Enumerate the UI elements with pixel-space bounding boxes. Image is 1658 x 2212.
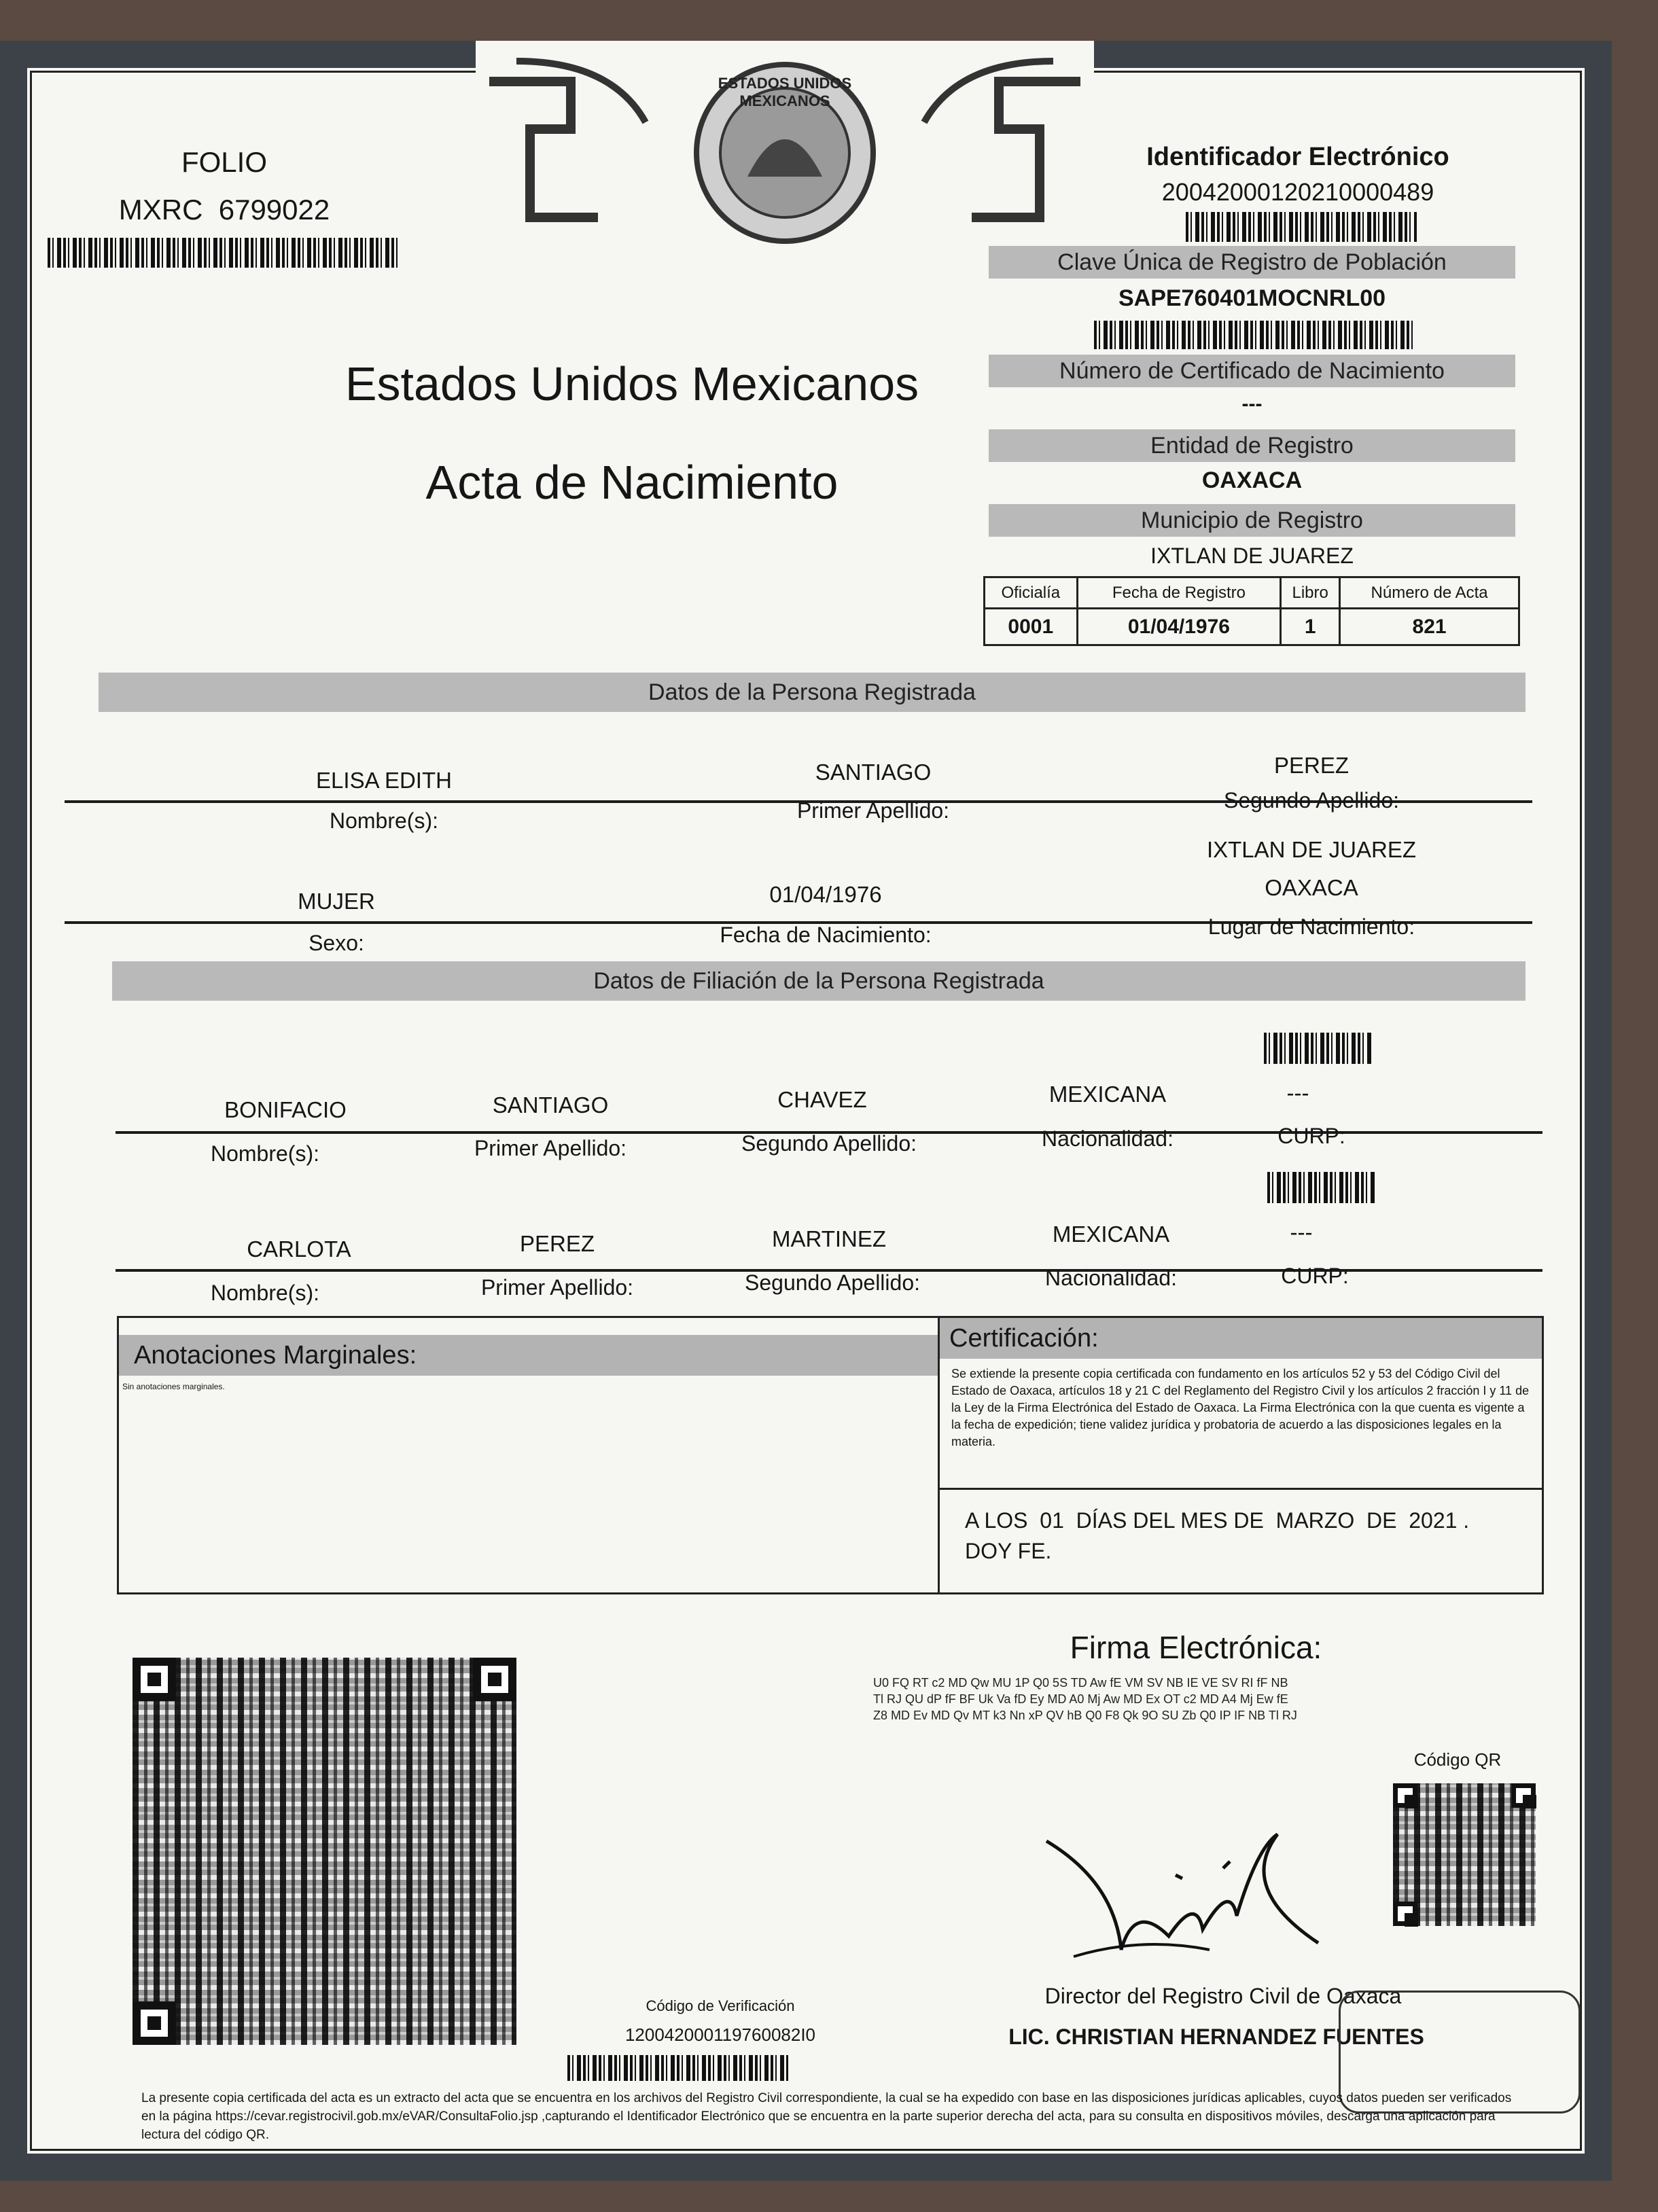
madre-nombre-value: CARLOTA <box>247 1236 351 1262</box>
registro-header-oficialia: Oficialía <box>985 577 1078 609</box>
municipio-value: IXTLAN DE JUAREZ <box>1150 543 1354 568</box>
certificacion-text: Se extiende la presente copia certificada con fundamento en los artículos 52 y 53 del Código Civil del Estado de Oaxaca, artículos 18 y 21 C del Reglamento del Registro Civil y los artículos 2 fracción I y 11 de la Ley de la Firma Electrónica del Estado de Oaxaca. La Firma Electrónica con la que cuenta es vigente a la fecha de expedición; tiene validez jurídica y probatoria de acuerdo a las disposiciones legales en la materia. <box>951 1367 1530 1448</box>
folio-barcode <box>48 238 401 268</box>
persona-fecha-nacimiento-label: Fecha de Nacimiento: <box>720 923 932 947</box>
footer-legal-text: La presente copia certificada del acta es un extracto del acta que se encuentra en los archivos del Registro Civil correspondiente, la cual se ha expedido con base en las disposiciones jurídicas aplicables, cuyos datos pueden ser verificados en la página https://cevar.registrocivil.gob.mx/eVAR/ConsultaFolio.jsp ,capturando el Identificador Electrónico que se encuentra en la parte superior derecha del acta, para su consulta en dispositivos móviles, descarga una aplicación para lectura del código QR. <box>141 2091 1512 2142</box>
seal-area <box>476 41 1094 251</box>
qr-finder-top-right <box>473 1658 516 1701</box>
director-cargo: Director del Registro Civil de Oaxaca <box>1044 1984 1402 2008</box>
persona-nombre-value: ELISA EDITH <box>316 768 452 793</box>
persona-lugar-label: Lugar de Nacimiento: <box>1207 914 1415 939</box>
qr-finder-top-left <box>133 1658 176 1701</box>
registro-table-header-row <box>985 577 1519 609</box>
national-seal-icon <box>476 41 1094 251</box>
padre-nacionalidad-value: MEXICANA <box>1048 1082 1167 1107</box>
small-qr-code <box>1393 1783 1536 1926</box>
padre-curp-barcode <box>1264 1033 1373 1064</box>
folio-label: FOLIO <box>181 146 268 178</box>
firma-code-line-3: Z8 MD Ev MD Qv MT k3 Nn xP QV hB Q0 F8 Qk 9O SU Zb Q0 IP IF NB Tl RJ <box>873 1709 1297 1722</box>
persona-fecha-nacimiento-value: 01/04/1976 <box>769 882 882 907</box>
madre-nacionalidad-value: MEXICANA <box>1052 1221 1170 1247</box>
identificador-label: Identificador Electrónico <box>1146 143 1449 171</box>
registro-header-fecha: Fecha de Registro <box>1077 577 1281 609</box>
firma-code-line-2: Tl RJ QU dP fF BF Uk Va fD Ey MD A0 Mj Aw MD Ex OT c2 MD A4 Mj Ew fE <box>873 1692 1288 1706</box>
registro-value-acta: 821 <box>1340 609 1519 645</box>
firma-code-line-1: U0 FQ RT c2 MD Qw MU 1P Q0 5S TD Aw fE VM SV NB IE VE SV RI fF NB <box>873 1676 1288 1690</box>
registro-header-acta: Número de Acta <box>1340 577 1519 609</box>
codigo-qr-label: Código QR <box>1413 1749 1502 1770</box>
padre-segundo-apellido-value: CHAVEZ <box>777 1087 867 1112</box>
identificador-barcode <box>1186 212 1417 242</box>
madre-nacionalidad-label: Nacionalidad: <box>1045 1266 1177 1290</box>
anotaciones-text: Sin anotaciones marginales. <box>122 1382 225 1391</box>
madre-primer-apellido-value: PEREZ <box>519 1231 595 1256</box>
entidad-value: OAXACA <box>1201 467 1303 493</box>
curp-header-label: Clave Única de Registro de Población <box>989 246 1515 279</box>
certificacion-fecha-line2: DOY FE. <box>965 1539 1052 1563</box>
persona-primer-apellido-label: Primer Apellido: <box>796 798 950 823</box>
small-qr-finder-top-right <box>1511 1783 1536 1808</box>
padre-nombre-value: BONIFACIO <box>224 1097 347 1122</box>
title-sub: Acta de Nacimiento <box>425 456 839 509</box>
persona-section-title: Datos de la Persona Registrada <box>99 673 1525 712</box>
birth-certificate-sheet <box>0 41 1612 2181</box>
madre-primer-apellido-label: Primer Apellido: <box>480 1275 634 1300</box>
persona-lugar-value-line1: IXTLAN DE JUAREZ <box>1206 837 1417 862</box>
title-main: Estados Unidos Mexicanos <box>345 357 919 410</box>
firma-title: Firma Electrónica: <box>1070 1630 1322 1665</box>
large-qr-code <box>133 1658 516 2045</box>
madre-curp-label: CURP: <box>1281 1264 1349 1288</box>
persona-segundo-apellido-label: Segundo Apellido: <box>1224 788 1399 813</box>
padre-primer-apellido-value: SANTIAGO <box>492 1092 609 1118</box>
registro-value-oficialia: 0001 <box>985 609 1078 645</box>
madre-curp-barcode <box>1267 1172 1376 1203</box>
certificacion-title: Certificación: <box>940 1318 1542 1359</box>
persona-sexo-value: MUJER <box>298 889 375 914</box>
entidad-label: Entidad de Registro <box>989 429 1515 462</box>
qr-finder-bottom-left <box>133 2001 176 2045</box>
persona-nombre-label: Nombre(s): <box>329 808 438 833</box>
verificacion-value: 120042000119760082I0 <box>624 2024 816 2045</box>
identificador-value: 20042000120210000489 <box>1161 178 1434 206</box>
persona-primer-apellido-value: SANTIAGO <box>815 760 932 785</box>
padre-nombre-label: Nombre(s): <box>210 1141 319 1166</box>
persona-segundo-apellido-value: PEREZ <box>1273 753 1350 778</box>
handwritten-signature-icon <box>1033 1780 1345 1984</box>
registro-value-libro: 1 <box>1281 609 1340 645</box>
filiacion-section-title: Datos de Filiación de la Persona Registrada <box>112 961 1525 1001</box>
persona-lugar-value-line2: OAXACA <box>1265 875 1358 900</box>
registro-table <box>983 576 1520 646</box>
verificacion-barcode <box>567 2055 788 2081</box>
certificacion-divider <box>940 1488 1542 1490</box>
certificacion-fecha-line1: A LOS 01 DÍAS DEL MES DE MARZO DE 2021 . <box>965 1508 1470 1533</box>
persona-sexo-label: Sexo: <box>308 931 364 955</box>
small-qr-finder-top-left <box>1393 1783 1417 1808</box>
certificado-label: Número de Certificado de Nacimiento <box>989 355 1515 387</box>
padre-segundo-apellido-label: Segundo Apellido: <box>741 1131 917 1156</box>
director-nombre: LIC. CHRISTIAN HERNANDEZ FUENTES <box>1008 2024 1424 2049</box>
padre-primer-apellido-label: Primer Apellido: <box>474 1136 627 1160</box>
firma-code-block <box>873 1675 1444 1724</box>
padre-curp-label: CURP: <box>1277 1124 1345 1148</box>
madre-curp-value: --- <box>1290 1219 1313 1245</box>
registro-table-value-row <box>985 609 1519 645</box>
curp-barcode <box>1094 321 1413 349</box>
seal-text: ESTADOS UNIDOS MEXICANOS <box>718 75 852 109</box>
curp-header-value: SAPE760401MOCNRL00 <box>1118 285 1386 311</box>
padre-nacionalidad-label: Nacionalidad: <box>1042 1126 1174 1151</box>
madre-segundo-apellido-value: MARTINEZ <box>771 1226 887 1251</box>
madre-nombre-label: Nombre(s): <box>210 1281 319 1305</box>
anotaciones-title: Anotaciones Marginales: <box>119 1335 938 1376</box>
small-qr-finder-bottom-left <box>1393 1902 1417 1926</box>
padre-curp-value: --- <box>1286 1080 1309 1105</box>
folio-value: MXRC 6799022 <box>118 194 330 226</box>
verificacion-label: Código de Verificación <box>646 1997 795 2014</box>
registro-header-libro: Libro <box>1281 577 1340 609</box>
municipio-label: Municipio de Registro <box>989 504 1515 537</box>
certificado-value: --- <box>1241 393 1263 415</box>
registro-value-fecha: 01/04/1976 <box>1077 609 1281 645</box>
madre-segundo-apellido-label: Segundo Apellido: <box>745 1270 920 1295</box>
